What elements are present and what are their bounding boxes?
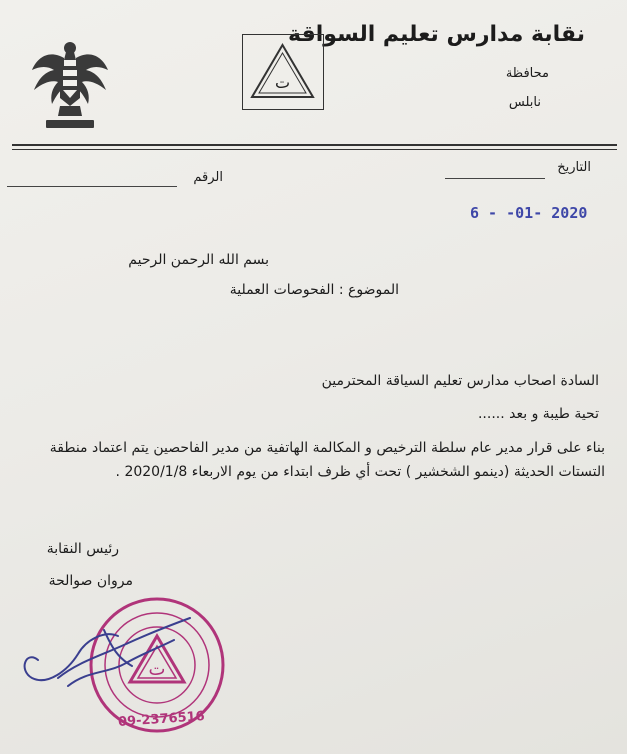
- addressee: السادة اصحاب مدارس تعليم السياقة المحترمين: [321, 373, 599, 389]
- basmala: بسم الله الرحمن الرحيم: [128, 252, 269, 268]
- stamp-letter: ت: [148, 659, 166, 680]
- body-line-1: بناء على قرار مدير عام سلطة الترخيص و المكالمة الهاتفية من مدير الفاحصين يتم اعتماد منطقة: [49, 440, 605, 456]
- eagle-emblem-icon: [30, 36, 110, 140]
- subject-line: الموضوع : الفحوصات العملية: [229, 282, 399, 298]
- header-rule-thin: [12, 149, 617, 150]
- date-line: [445, 178, 545, 179]
- governorate-label: محافظة: [505, 66, 549, 81]
- number-label: الرقم: [193, 170, 223, 185]
- triangle-logo-icon: [243, 35, 322, 108]
- city-label: نابلس: [508, 95, 541, 110]
- signer-name: مروان صوالحة: [48, 573, 133, 589]
- number-line: [7, 186, 177, 187]
- date-label: التاريخ: [557, 160, 591, 175]
- stamped-date: 6 - -01- 2020: [470, 204, 588, 222]
- body-line-2: التستات الحديثة (دينمو الشخشير ) تحت أي ظرف ابتداء من يوم الاربعاء 2020/1/8 .: [115, 464, 605, 480]
- header-rule: [12, 144, 617, 146]
- handwritten-signature-icon: [8, 600, 208, 710]
- logo-letter: ت: [274, 73, 291, 92]
- greeting: تحية طيبة و بعد ......: [477, 406, 599, 422]
- signer-title: رئيس النقابة: [46, 541, 119, 557]
- union-name: نقابة مدارس تعليم السواقة: [288, 22, 585, 47]
- letter-body: [5, 436, 605, 484]
- union-logo: [242, 34, 324, 110]
- stamp-phone: 09-2376516: [117, 708, 206, 731]
